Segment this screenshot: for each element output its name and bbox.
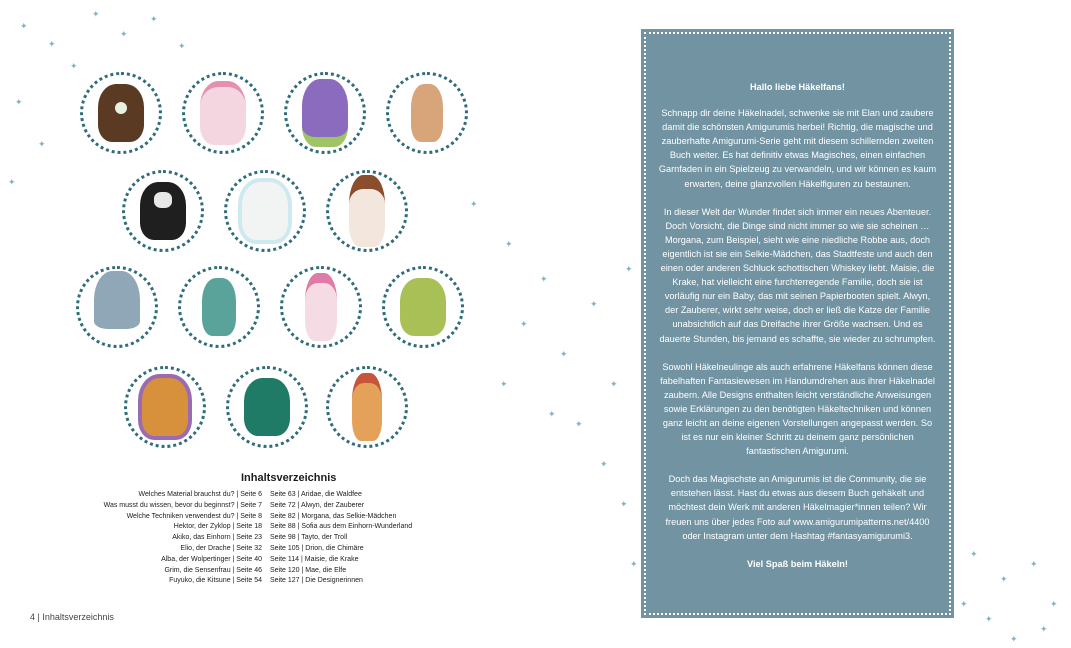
figure-hektor	[80, 72, 162, 154]
toc-entry[interactable]: Was musst du wissen, bevor du beginnst? | Seite 7	[103, 501, 262, 509]
figure-unicorn-girl	[280, 266, 362, 348]
intro-closing: Viel Spaß beim Häkeln!	[747, 558, 848, 569]
figure-sofia	[326, 170, 408, 252]
toc-entry[interactable]: Seite 63 | Aridae, die Waldfee	[270, 491, 362, 498]
sparkle-decoration: ✦ ✦ ✦ ✦ ✦ ✦ ✦ ✦ ✦ ✦ ✦ ✦ ✦ ✦ ✦ ✦ ✦ ✦ ✦ ✦ ✦ ✦ ✦ ✦ ✦ ✦ ✦ ✦ ✦ ✦ ✦ ✦	[8, 9, 1058, 644]
toc-entry[interactable]: Seite 114 | Maisie, die Krake	[270, 555, 359, 563]
figure-akiko	[182, 72, 264, 154]
toc-entry[interactable]: Elio, der Drache | Seite 32	[180, 544, 262, 552]
intro-paragraph: Sowohl Häkelneulinge als auch erfahrene Häkelfans können diese fabelhaften Fantasiewesen im Handumdrehen aus ihrer Häkelnadel zaubern. Alle Designs enthalten leicht verständliche Anweisungen sowie Erklärungen zu den benötigten Häkeltechniken und können ganz leicht an deine eigenen Vorstellungen angepasst werden. So ist es nur ein kleiner Schritt zu deinem ganz persönlichen fantastischen Amigurumi.	[660, 361, 935, 457]
toc-entry[interactable]: Seite 120 | Mae, die Elfe	[270, 566, 347, 574]
figure-mae	[326, 366, 408, 448]
toc-entry[interactable]: Welches Material brauchst du? | Seite 6	[138, 491, 262, 498]
toc-entry[interactable]: Seite 82 | Morgana, das Selkie-Mädchen	[270, 512, 397, 520]
toc-entry[interactable]: Hektor, der Zyklop | Seite 18	[173, 523, 262, 531]
toc-entry[interactable]: Welche Techniken verwendest du? | Seite 8	[126, 512, 262, 520]
toc-entry[interactable]: Fuyuko, die Kitsune | Seite 54	[169, 577, 262, 585]
figure-alwyn	[76, 266, 158, 348]
toc-entry[interactable]: Seite 98 | Tayto, der Troll	[270, 534, 348, 542]
figure-aridae	[124, 366, 206, 448]
intro-heading: Hallo liebe Häkelfans!	[750, 82, 845, 92]
figure-fuyuko	[224, 170, 306, 252]
intro-paragraph: In dieser Welt der Wunder findet sich immer ein neues Abenteuer. Doch Vorsicht, die Dinge sind nicht immer so wie sie scheinen … Morgana, zum Beispiel, sieht wie eine niedliche Robbe aus, doch eigentlich ist sie ein Selkie-Mädchen, das Stadtfeste und auch den einen oder anderen Schluck schottischen Whiskey liebt. Maisie, die Krake, hat vielleicht eine furchterregende Familie, doch sie ist vorläufig nur ein Baby, das mit seinen Papierbooten spielt. Alwyn, der Zauberer, wirkt sehr weise, doch er ließ die Katze der Familie unabsichtlich auf das Dreifache ihrer Größe wachsen. Und es dauerte Stunden, bis jemand es schaffte, sie wieder zu schrumpfen.	[659, 206, 936, 344]
page-footer: 4 | Inhaltsverzeichnis	[30, 612, 114, 622]
toc-entry[interactable]: Seite 72 | Alwyn, der Zauberer	[270, 501, 365, 509]
figure-grim	[122, 170, 204, 252]
toc-entry[interactable]: Akiko, das Einhorn | Seite 23	[172, 534, 262, 542]
figure-bunny	[386, 72, 468, 154]
figure-grid	[0, 0, 500, 470]
figure-elio	[284, 72, 366, 154]
toc-right-column	[270, 490, 412, 587]
toc-left-column	[104, 490, 262, 587]
intro-paragraph: Doch das Magischste an Amigurumis ist die Community, die sie entstehen lässt. Hast du etwas aus diesem Buch gehäkelt und möchtest dein Werk mit anderen Häkelmagier*innen teilen? Wir freuen uns über jedes Foto auf www.amigurumipatterns.net/4400 oder Instagram unter dem Hashtag #fantasyamigurumi3.	[665, 474, 930, 541]
toc-title: Inhaltsverzeichnis	[241, 472, 337, 484]
intro-text	[658, 80, 937, 585]
intro-paragraph: Schnapp dir deine Häkelnadel, schwenke sie mit Elan und zaubere damit die schönsten Amigurumis herbei! Richtig, die magische und zauberhafte Amigurumi-Serie geht mit diesem schillernden zweiten Buch weiter. Es hat definitiv etwas Magisches, einen einfachen Garnfaden in ein Spielzeug zu verwandeln, und wir können es kaum erwarten, deine glanzvollen Häkelfiguren zu bestaunen.	[658, 108, 937, 189]
figure-tayto	[382, 266, 464, 348]
toc-entry[interactable]: Grim, die Sensenfrau | Seite 46	[164, 566, 262, 574]
figure-maisie	[226, 366, 308, 448]
figure-morgana	[178, 266, 260, 348]
toc-entry[interactable]: Seite 105 | Drion, die Chimäre	[270, 544, 364, 552]
toc-entry[interactable]: Alba, der Wolpertinger | Seite 40	[161, 555, 262, 563]
intro-panel	[644, 32, 951, 615]
toc-entry[interactable]: Seite 88 | Sofia aus dem Einhorn-Wunderland	[270, 523, 413, 531]
toc-entry[interactable]: Seite 127 | Die Designerinnen	[270, 577, 363, 585]
